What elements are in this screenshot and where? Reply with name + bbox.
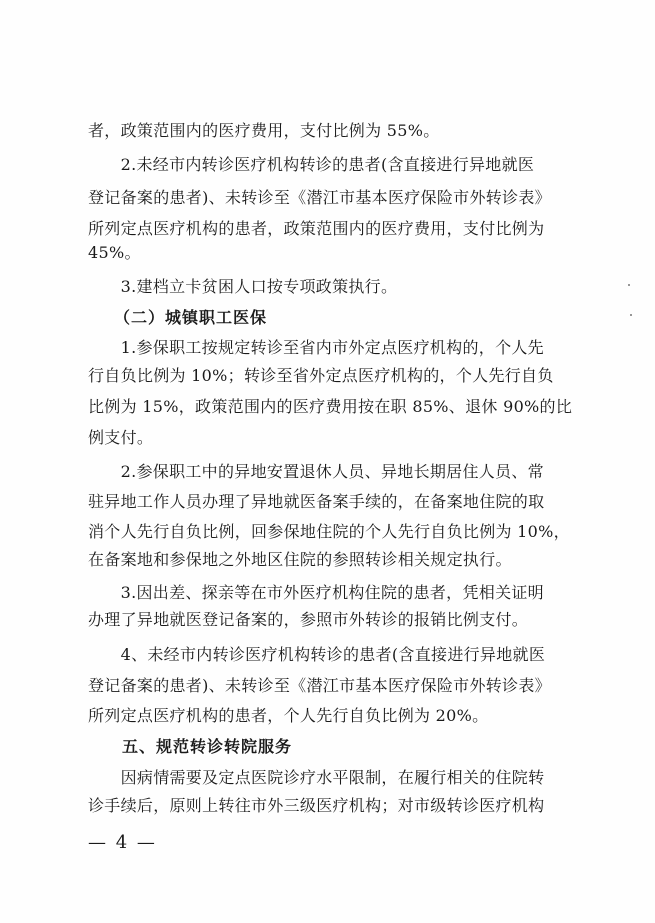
scan-speck — [628, 284, 630, 286]
text-line-15: 在备案地和参保地之外地区住院的参照转诊相关规定执行。 — [88, 550, 512, 569]
text-line-16: 3.因出差、探亲等在市外医疗机构住院的患者，凭相关证明 — [88, 583, 544, 602]
text-line-17: 办理了异地就医登记备案的，参照市外转诊的报销比例支付。 — [88, 610, 529, 629]
text-line-19: 登记备案的患者)、未转诊至《潜江市基本医疗保险市外转诊表》 — [88, 676, 551, 695]
text-line-4: 所列定点医疗机构的患者，政策范围内的医疗费用，支付比例为 — [88, 219, 545, 238]
text-line-10: 比例为 15%，政策范围内的医疗费用按在职 85%、退休 90%的比 — [88, 397, 573, 416]
section-heading-urban-workers: （二）城镇职工医保 — [88, 308, 268, 327]
text-line-8: 1.参保职工按规定转诊至省内市外定点医疗机构的，个人先 — [88, 338, 544, 357]
text-line-3: 登记备案的患者)、未转诊至《潜江市基本医疗保险市外转诊表》 — [88, 188, 551, 207]
section-heading-five: 五、规范转诊转院服务 — [88, 737, 293, 756]
text-line-23: 诊手续后，原则上转往市外三级医疗机构；对市级转诊医疗机构 — [88, 796, 545, 815]
text-line-1: 者，政策范围内的医疗费用，支付比例为 55%。 — [88, 121, 440, 140]
text-line-2: 2.未经市内转诊医疗机构转诊的患者(含直接进行异地就医 — [88, 155, 535, 174]
text-line-22: 因病情需要及定点医院诊疗水平限制，在履行相关的住院转 — [88, 768, 545, 787]
text-line-11: 例支付。 — [88, 428, 154, 447]
text-line-6: 3.建档立卡贫困人口按专项政策执行。 — [88, 277, 398, 296]
text-line-12: 2.参保职工中的异地安置退休人员、异地长期居住人员、常 — [88, 462, 544, 481]
text-line-5: 45%。 — [88, 243, 141, 262]
text-line-14: 消个人先行自负比例，回参保地住院的个人先行自负比例为 10%， — [88, 522, 570, 541]
page-number: — 4 — — [88, 832, 157, 853]
text-line-20: 所列定点医疗机构的患者，个人先行自负比例为 20%。 — [88, 706, 489, 725]
text-line-9: 行自负比例为 10%；转诊至省外定点医疗机构的，个人先行自负 — [88, 366, 554, 385]
scan-speck — [630, 314, 632, 316]
text-line-18: 4、未经市内转诊医疗机构转诊的患者(含直接进行异地就医 — [88, 645, 546, 664]
text-line-13: 驻异地工作人员办理了异地就医备案手续的，在备案地住院的取 — [88, 492, 545, 511]
